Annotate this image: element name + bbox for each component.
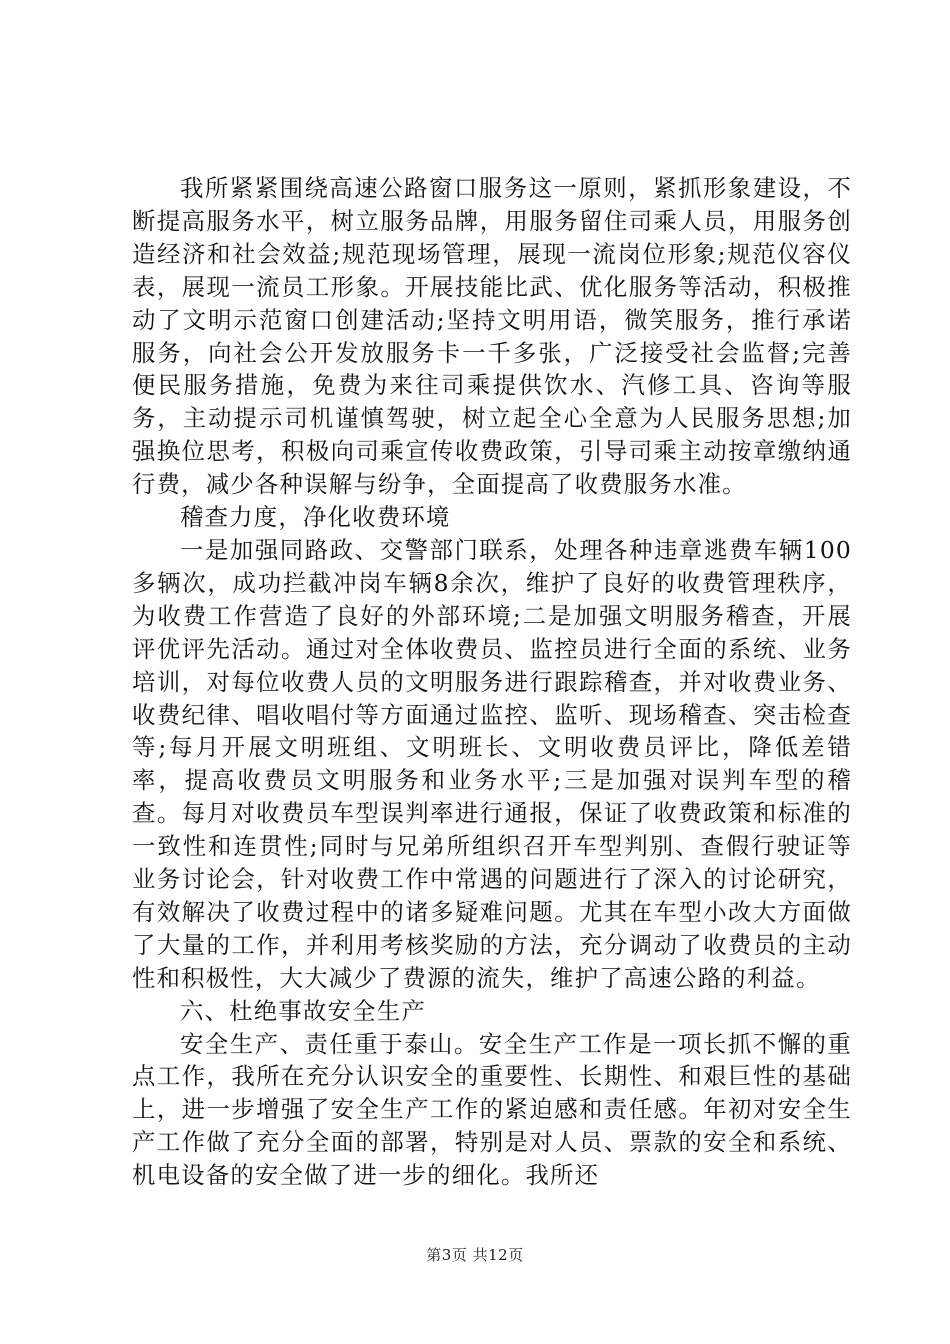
paragraph-inspection: 一是加强同路政、交警部门联系，处理各种违章逃费车辆100多辆次，成功拦截冲岗车辆8余次，维护了良好的收费管理秩序，为收费工作营造了良好的外部环境;二是加强文明服务稽查，开展评优评先活动。通过对全体收费员、监控员进行全面的系统、业务培训，对每位收费人员的文明服务进行跟踪稽查，并对收费业务、收费纪律、唱收唱付等方面通过监控、监听、现场稽查、突击检查等;每月开展文明班组、文明班长、文明收费员评比，降低差错率，提高收费员文明服务和业务水平;三是加强对误判车型的稽查。每月对收费员车型误判率进行通报，保证了收费政策和标准的一致性和连贯性;同时与兄弟所组织召开车型判别、查假行驶证等业务讨论会，针对收费工作中常遇的问题进行了深入的讨论研究，有效解决了收费过程中的诸多疑难问题。尤其在车型小改大方面做了大量的工作，并利用考核奖励的方法，充分调动了收费员的主动性和积极性，大大减少了费源的流失，维护了高速公路的利益。 bbox=[132, 535, 852, 992]
heading-inspection: 稽查力度，净化收费环境 bbox=[180, 503, 451, 532]
document-body bbox=[132, 172, 852, 1192]
page-number-footer: 第3页 共12页 bbox=[426, 1246, 524, 1264]
paragraph-safety: 安全生产、责任重于泰山。安全生产工作是一项长抓不懈的重点工作，我所在充分认识安全的重要性、长期性、和艰巨性的基础上，进一步增强了安全生产工作的紧迫感和责任感。年初对安全生产工作做了充分全面的部署，特别是对人员、票款的安全和系统、机电设备的安全做了进一步的细化。我所还 bbox=[132, 1029, 852, 1190]
heading-safety: 六、杜绝事故安全生产 bbox=[180, 996, 426, 1025]
paragraph-service-image: 我所紧紧围绕高速公路窗口服务这一原则，紧抓形象建设，不断提高服务水平，树立服务品牌，用服务留住司乘人员，用服务创造经济和社会效益;规范现场管理，展现一流岗位形象;规范仪容仪表，展现一流员工形象。开展技能比武、优化服务等活动，积极推动了文明示范窗口创建活动;坚持文明用语，微笑服务，推行承诺服务，向社会公开发放服务卡一千多张，广泛接受社会监督;完善便民服务措施，免费为来往司乘提供饮水、汽修工具、咨询等服务，主动提示司机谨慎驾驶，树立起全心全意为人民服务思想;加强换位思考，积极向司乘宣传收费政策，引导司乘主动按章缴纳通行费，减少各种误解与纷争，全面提高了收费服务水准。 bbox=[132, 174, 852, 499]
